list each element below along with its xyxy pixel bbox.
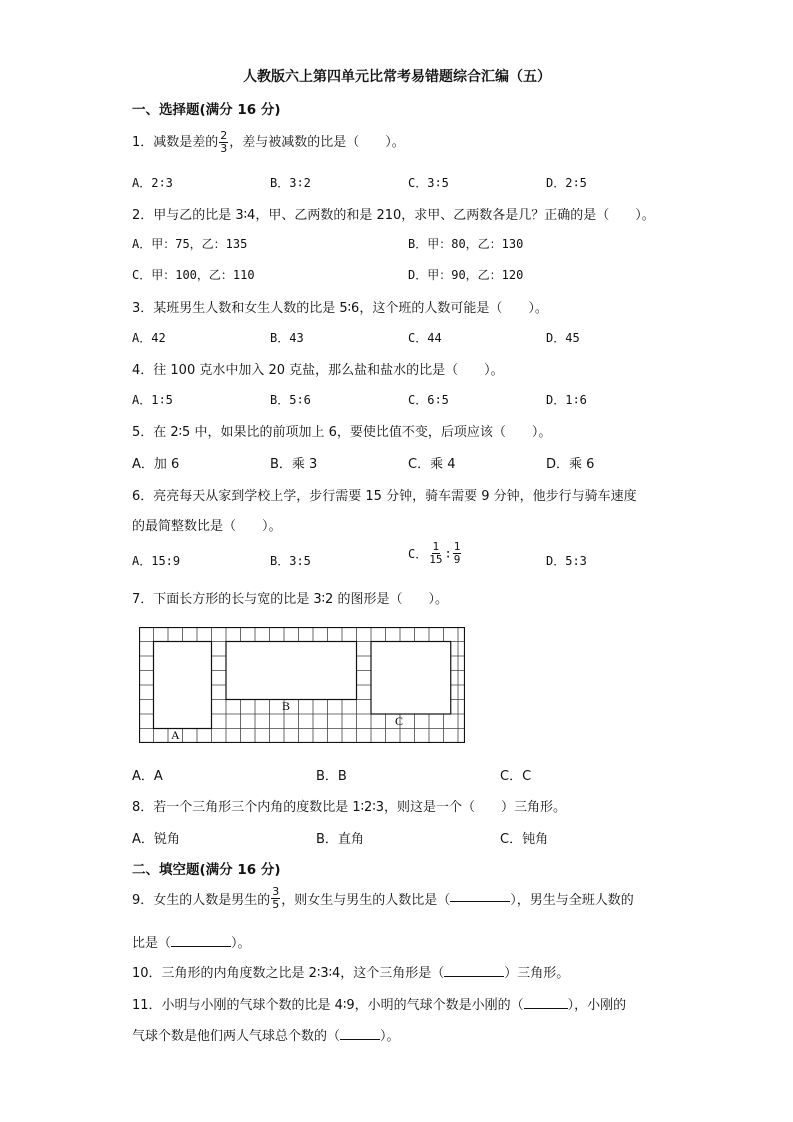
question-11-line-2 — [132, 1025, 400, 1044]
q3-option-a[interactable]: A．42 — [132, 331, 166, 345]
q7-option-c[interactable]: C．C — [500, 769, 532, 784]
q3-option-b[interactable]: B．43 — [270, 331, 304, 345]
q5-option-a[interactable]: A．加 6 — [132, 457, 180, 472]
q5-option-d[interactable]: D．乘 6 — [546, 457, 595, 472]
fraction-denominator: 15 — [429, 553, 443, 566]
ratio-colon: : — [444, 546, 452, 561]
question-5: 5．在 2∶5 中，如果比的前项加上 6，要使比值不变，后项应该（ ）。 — [132, 425, 552, 440]
question-11-line-2-end: ）。 — [380, 1029, 400, 1044]
question-10-text: 10．三角形的内角度数之比是 2∶3∶4，这个三角形是（ — [132, 966, 445, 981]
rectangle-c-label: C — [395, 714, 404, 728]
fraction-numerator: 1 — [453, 540, 461, 553]
question-10 — [132, 962, 569, 981]
q7-option-b[interactable]: B．B — [316, 769, 347, 784]
q3-option-c[interactable]: C．44 — [408, 331, 442, 345]
option-label: C． — [408, 547, 428, 561]
section-heading-fill: 二、填空题(满分 16 分) — [132, 862, 281, 878]
q4-option-a[interactable]: A．1∶5 — [132, 393, 173, 407]
rectangle-c — [371, 642, 451, 715]
question-8: 8．若一个三角形三个内角的度数比是 1∶2∶3，则这是一个（ ）三角形。 — [132, 800, 566, 815]
section-heading-choice: 一、选择题(满分 16 分) — [132, 102, 281, 118]
question-3: 3．某班男生人数和女生人数的比是 5∶6，这个班的人数可能是（ ）。 — [132, 301, 548, 316]
q1-option-d[interactable]: D．2∶5 — [546, 176, 587, 190]
page-title: 人教版六上第四单元比常考易错题综合汇编（五） — [243, 69, 551, 85]
q4-option-b[interactable]: B．5∶6 — [270, 393, 311, 407]
question-1-text-end: ，差与被减数的比是（ ）。 — [229, 135, 405, 150]
rectangle-b — [226, 642, 357, 700]
question-11-text: 11．小明与小刚的气球个数的比是 4∶9，小明的气球个数是小刚的（ — [132, 998, 524, 1013]
question-6-line-2: 的最简整数比是（ ）。 — [132, 519, 282, 534]
q2-option-c[interactable]: C．甲：100，乙：110 — [132, 268, 255, 282]
question-2: 2．甲与乙的比是 3∶4，甲、乙两数的和是 210，求甲、乙两数各是几？正确的是（ ）。 — [132, 208, 655, 223]
fraction-denominator: 9 — [453, 553, 461, 566]
question-6-line-1: 6．亮亮每天从家到学校上学，步行需要 15 分钟，骑车需要 9 分钟，他步行与骑车速度 — [132, 489, 637, 504]
question-11-line-1 — [132, 994, 626, 1013]
q1-option-c[interactable]: C．3∶5 — [408, 176, 449, 190]
q5-option-c[interactable]: C．乘 4 — [408, 457, 456, 472]
question-9-text-mid: ，则女生与男生的人数比是（ — [281, 893, 451, 908]
fraction-denominator: 5 — [272, 898, 280, 911]
q6-option-a[interactable]: A．15:9 — [132, 554, 181, 568]
answer-blank[interactable] — [171, 934, 231, 947]
q2-option-b[interactable]: B．甲：80，乙：130 — [408, 237, 524, 251]
fraction — [453, 541, 462, 566]
answer-blank[interactable] — [444, 964, 504, 977]
rectangle-grid-figure — [139, 627, 465, 743]
question-11-text-mid: ），小刚的 — [567, 998, 627, 1013]
fraction — [428, 541, 443, 566]
q1-option-a[interactable]: A．2∶3 — [132, 176, 173, 190]
fraction-denominator: 3 — [220, 142, 228, 155]
question-1-text: 1．减数是差的 — [132, 135, 219, 150]
q6-option-c[interactable] — [408, 541, 462, 566]
fraction — [219, 130, 228, 155]
q6-option-d[interactable]: D．5:3 — [546, 554, 587, 568]
rectangle-a — [154, 642, 212, 729]
q1-option-b[interactable]: B．3∶2 — [270, 176, 311, 190]
question-9-line-2-end: ）。 — [231, 936, 251, 951]
answer-blank[interactable] — [450, 889, 510, 902]
answer-blank[interactable] — [340, 1027, 380, 1040]
q3-option-d[interactable]: D．45 — [546, 331, 580, 345]
q8-option-b[interactable]: B．直角 — [316, 832, 364, 847]
q2-option-a[interactable]: A．甲：75，乙：135 — [132, 237, 248, 251]
question-4: 4．往 100 克水中加入 20 克盐，那么盐和盐水的比是（ ）。 — [132, 363, 504, 378]
rectangle-b-label: B — [282, 699, 291, 713]
fraction-numerator: 3 — [272, 885, 280, 898]
q2-option-d[interactable]: D．甲：90，乙：120 — [408, 268, 524, 282]
question-9-line-1 — [132, 886, 634, 911]
rectangle-a-label: A — [171, 728, 180, 742]
q4-option-c[interactable]: C．6∶5 — [408, 393, 449, 407]
fraction-numerator: 1 — [432, 540, 440, 553]
q5-option-b[interactable]: B．乘 3 — [270, 457, 318, 472]
q7-option-a[interactable]: A．A — [132, 769, 163, 784]
q8-option-a[interactable]: A．锐角 — [132, 832, 180, 847]
fraction — [271, 886, 280, 911]
question-9-text: 9．女生的人数是男生的 — [132, 893, 271, 908]
answer-blank[interactable] — [524, 996, 568, 1009]
question-11-line-2-text: 气球个数是他们两人气球总个数的（ — [132, 1029, 341, 1044]
question-10-text-end: ）三角形。 — [504, 966, 570, 981]
question-9-line-2 — [132, 932, 251, 951]
question-7: 7．下面长方形的长与宽的比是 3∶2 的图形是（ ）。 — [132, 592, 448, 607]
q4-option-d[interactable]: D．1∶6 — [546, 393, 587, 407]
question-9-line-2-text: 比是（ — [132, 936, 172, 951]
fraction-numerator: 2 — [220, 129, 228, 142]
q6-option-b[interactable]: B．3:5 — [270, 554, 311, 568]
q8-option-c[interactable]: C．钝角 — [500, 832, 549, 847]
question-9-text-end: ），男生与全班人数的 — [510, 893, 634, 908]
question-1 — [132, 130, 405, 155]
